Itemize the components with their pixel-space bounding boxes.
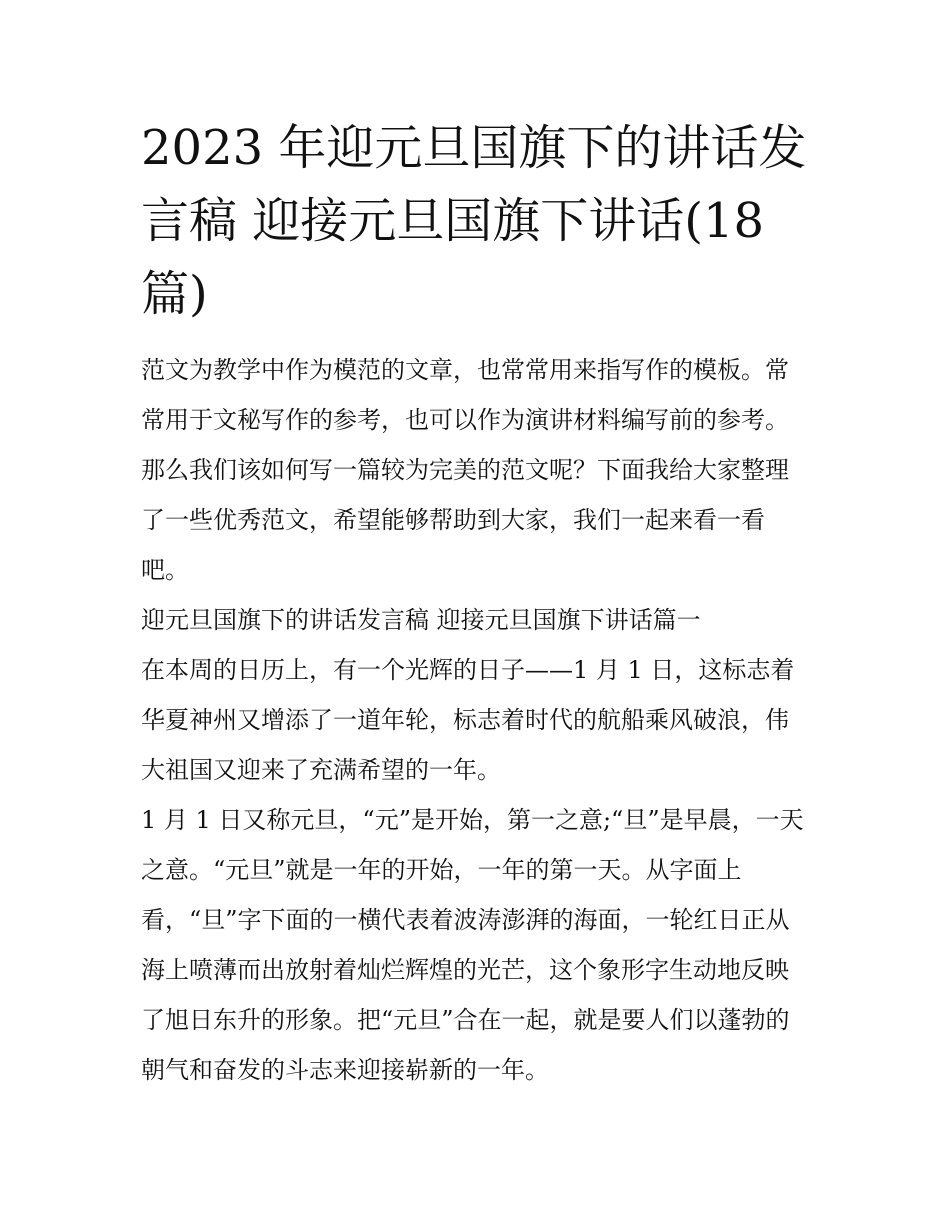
- title-line-1: 2023 年迎元旦国旗下的讲话发: [141, 120, 807, 176]
- intro-line: 那么我们该如何写一篇较为完美的范文呢？下面我给大家整理: [141, 456, 789, 484]
- paragraph-line: 了旭日东升的形象。把“元旦”合在一起，就是要人们以蓬勃的: [141, 1006, 790, 1034]
- intro-line: 范文为教学中作为模范的文章，也常常用来指写作的模板。常: [141, 356, 789, 384]
- paragraph-line: 海上喷薄而出放射着灿烂辉煌的光芒，这个象形字生动地反映: [141, 956, 789, 984]
- intro-line: 吧。: [141, 556, 189, 584]
- paragraph-line: 大祖国又迎来了充满希望的一年。: [141, 756, 501, 784]
- section-heading: 迎元旦国旗下的讲话发言稿 迎接元旦国旗下讲话篇一: [141, 606, 701, 634]
- title-line-3: 篇): [141, 266, 208, 322]
- title-line-2: 言稿 迎接元旦国旗下讲话(18: [141, 193, 765, 249]
- document-title: [141, 112, 813, 331]
- paragraph-line: 1 月 1 日又称元旦，“元”是开始，第一之意;“旦”是早晨，一天: [141, 806, 804, 834]
- document-body: [141, 345, 813, 1095]
- paragraph-line: 之意。“元旦”就是一年的开始，一年的第一天。从字面上: [141, 856, 742, 884]
- paragraph-line: 在本周的日历上，有一个光辉的日子——1 月 1 日，这标志着: [141, 656, 795, 684]
- paragraph-line: 朝气和奋发的斗志来迎接崭新的一年。: [141, 1056, 549, 1084]
- intro-line: 常用于文秘写作的参考，也可以作为演讲材料编写前的参考。: [141, 406, 789, 434]
- paragraph-line: 华夏神州又增添了一道年轮，标志着时代的航船乘风破浪，伟: [141, 706, 789, 734]
- document-page: [141, 112, 813, 1095]
- intro-line: 了一些优秀范文，希望能够帮助到大家，我们一起来看一看: [141, 506, 765, 534]
- paragraph-2: [141, 795, 813, 1095]
- intro-paragraph: [141, 345, 813, 595]
- paragraph-1: [141, 645, 813, 795]
- paragraph-line: 看，“旦”字下面的一横代表着波涛澎湃的海面，一轮红日正从: [141, 906, 790, 934]
